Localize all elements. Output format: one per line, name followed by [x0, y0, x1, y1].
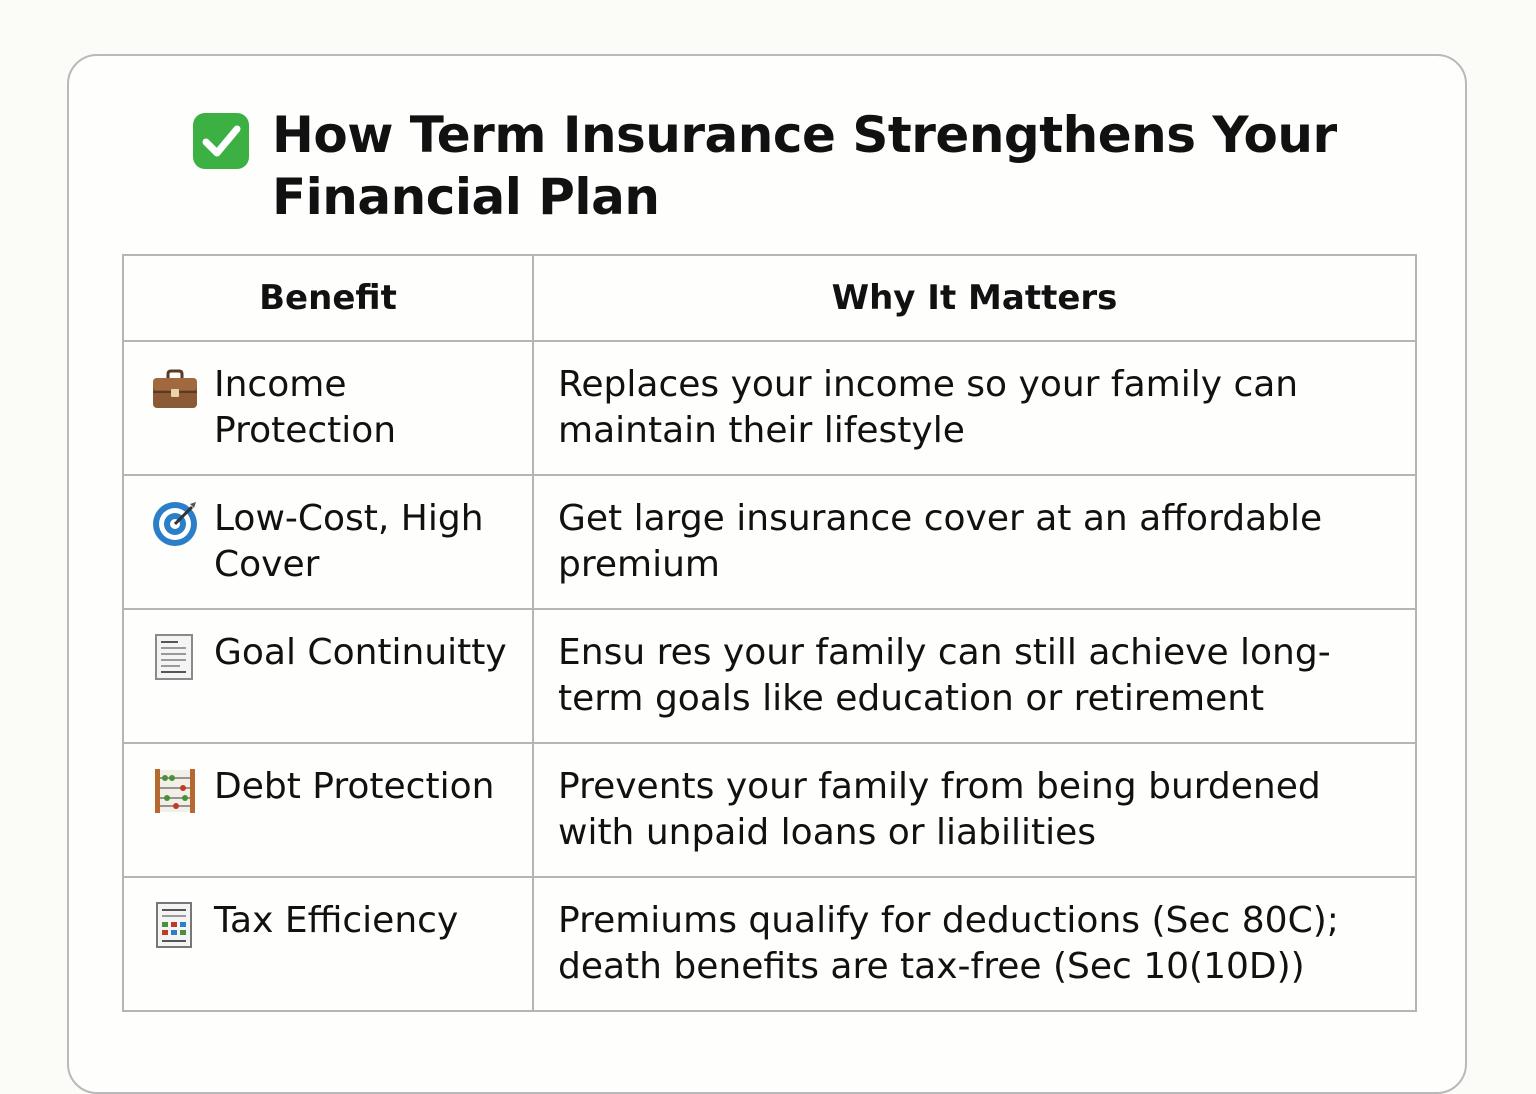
briefcase-icon [150, 364, 200, 414]
abacus-icon [150, 766, 200, 816]
header-why-it-matters: Why It Matters [533, 255, 1416, 341]
why-cell: Replaces your income so your family can maintain their lifestyle [533, 341, 1416, 475]
benefit-cell [123, 341, 533, 475]
table-row [123, 609, 1416, 743]
why-cell: Premiums qualify for deductions (Sec 80C); death benefits are tax-free (Sec 10(10D)) [533, 877, 1416, 1011]
header-benefit: Benefit [123, 255, 533, 341]
benefit-label: Income Protection [214, 364, 397, 451]
page-title: How Term Insurance Strengthens Your Financial Plan [272, 106, 1337, 226]
target-icon [150, 498, 200, 548]
table-row [123, 341, 1416, 475]
table-row [123, 743, 1416, 877]
table-row [123, 475, 1416, 609]
benefit-label: Goal Continuitty [214, 632, 507, 673]
benefits-table [122, 254, 1417, 1012]
benefit-cell [123, 877, 533, 1011]
table-header-row [123, 255, 1416, 341]
benefit-label: Tax Efficiency [214, 900, 459, 941]
check-mark-icon [192, 112, 250, 170]
document-icon [150, 632, 200, 682]
benefit-label: Low-Cost, High Cover [214, 498, 484, 585]
benefit-cell [123, 609, 533, 743]
title-row [192, 104, 1342, 228]
why-cell: Get large insurance cover at an affordable premium [533, 475, 1416, 609]
table-row [123, 877, 1416, 1011]
benefit-label: Debt Protection [214, 766, 495, 807]
why-cell: Ensu res your family can still achieve long-term goals like education or retirement [533, 609, 1416, 743]
benefit-cell [123, 743, 533, 877]
why-cell: Prevents your family from being burdened with unpaid loans or liabilities [533, 743, 1416, 877]
receipt-icon [150, 900, 200, 950]
benefit-cell [123, 475, 533, 609]
